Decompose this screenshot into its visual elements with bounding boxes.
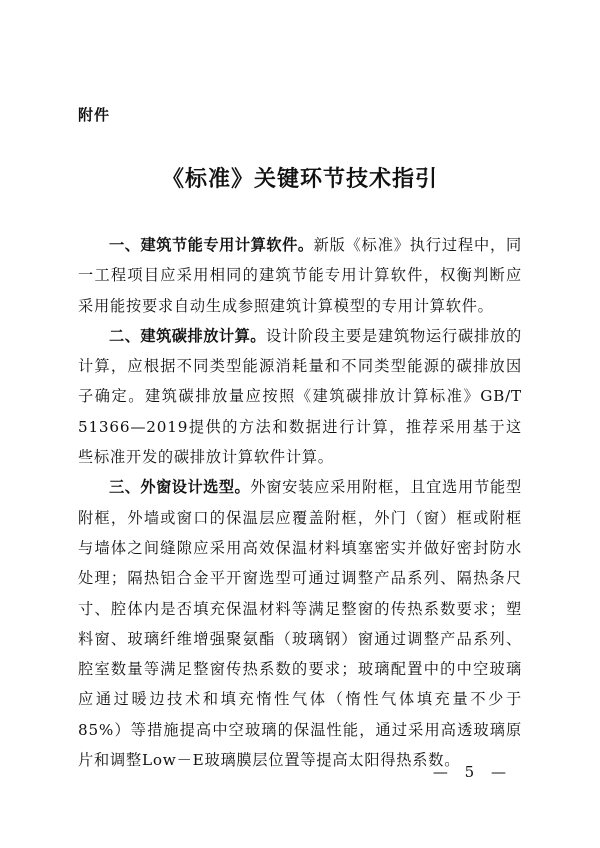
- document-title: 《标准》关键环节技术指引: [161, 166, 438, 192]
- section-text: 设计阶段主要是建筑物运行碳排放的计算，应根据不同类型能源消耗量和不同类型能源的碳排放因子确定。建筑碳排放量应按照《建筑碳排放计算标准》GB/T 51366—2019提供的方法和数据进行计算，推荐采用基于这些标准开发的碳排放计算软件计算。: [78, 326, 522, 467]
- section-building-energy-software: [78, 230, 522, 321]
- section-heading: 一、建筑节能专用计算软件。: [109, 236, 314, 254]
- section-carbon-emission-calculation: [78, 321, 522, 472]
- section-heading: 二、建筑碳排放计算。: [109, 326, 266, 345]
- section-heading: 三、外窗设计选型。: [109, 478, 251, 497]
- section-window-selection: [78, 472, 522, 775]
- section-text: 新版《标准》执行过程中，同一工程项目应采用相同的建筑节能专用计算软件，权衡判断应采用能按要求自动生成参照建筑计算模型的专用计算软件。: [78, 236, 523, 315]
- page-number: — 5 —: [432, 763, 512, 781]
- attachment-label: 附件: [78, 106, 111, 124]
- section-text: 外窗安装应采用附框，且宜选用节能型附框，外墙或窗口的保温层应覆盖附框，外门（窗）框或附框与墙体之间缝隙应采用高效保温材料填塞密实并做好密封防水处理；隔热铝合金平开窗选型可通过调整产品系列、隔热条尺寸、腔体内是否填充保温材料等满足整窗的传热系数要求；塑料窗、玻璃纤维增强聚氨酯（玻璃钢）窗通过调整产品系列、腔室数量等满足整窗传热系数的要求；玻璃配置中的中空玻璃应通过暖边技术和填充惰性气体（惰性气体填充量不少于85%）等措施提高中空玻璃的保温性能，通过采用高透玻璃原片和调整Low－E玻璃膜层位置等提高太阳得热系数。: [78, 478, 523, 770]
- document-body: [78, 230, 522, 775]
